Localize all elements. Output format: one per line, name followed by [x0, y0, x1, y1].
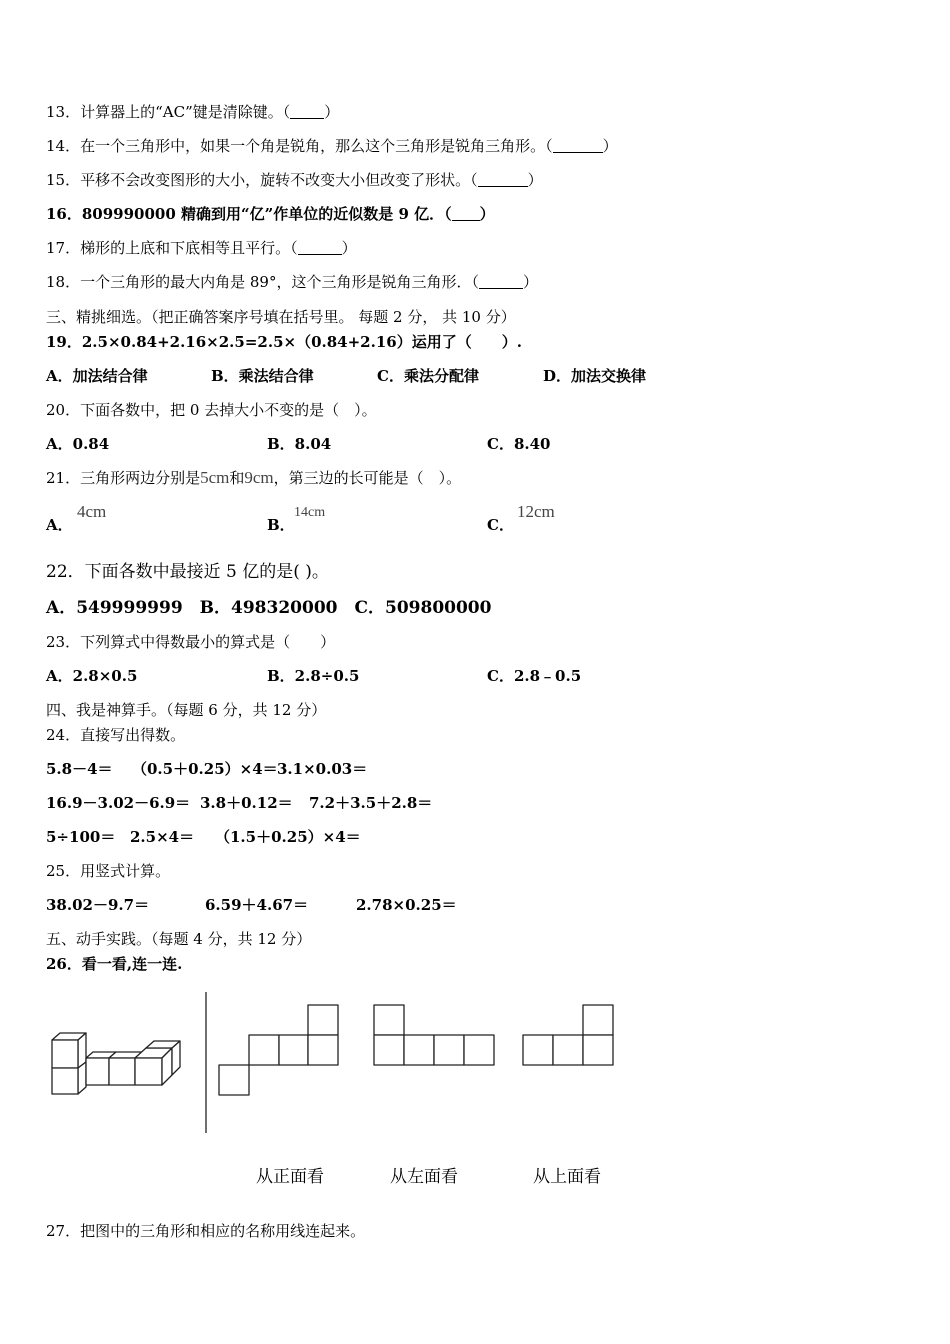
question-21-stem: 21．三角形两边分别是5cm和9cm，第三边的长可能是（ ）。: [46, 468, 462, 487]
q21-option-a-value: 4cm: [77, 502, 107, 521]
calc-item: 3.8＋0.12＝: [200, 794, 293, 812]
question-27-stem: 27．把图中的三角形和相应的名称用线连起来。: [46, 1222, 366, 1240]
view-shape-2[interactable]: [374, 1005, 494, 1065]
vertical-calc-item: 38.02－9.7＝: [46, 896, 150, 914]
q21-option-c-label[interactable]: C．: [487, 516, 514, 534]
q20-option-a[interactable]: A．0.84: [46, 435, 110, 453]
cube-stack-3d: [52, 1033, 180, 1094]
q19-option-d[interactable]: D．加法交换律: [543, 367, 647, 385]
view-shape-1[interactable]: [219, 1005, 338, 1095]
q21-option-b-label[interactable]: B．: [267, 516, 295, 534]
caption-left-view[interactable]: 从左面看: [390, 1167, 458, 1187]
vertical-calc-item: 6.59＋4.67＝: [205, 896, 309, 914]
caption-front-view[interactable]: 从正面看: [256, 1167, 324, 1187]
vertical-calc-item: 2.78×0.25＝: [356, 896, 457, 914]
caption-top-view[interactable]: 从上面看: [533, 1167, 601, 1187]
question-23-stem: 23．下列算式中得数最小的算式是（ ）: [46, 633, 336, 651]
q23-option-a[interactable]: A．2.8×0.5: [46, 667, 138, 685]
q23-option-b[interactable]: B．2.8÷0.5: [267, 667, 360, 685]
question-24-stem: 24．直接写出得数。: [46, 726, 186, 744]
q20-option-b[interactable]: B．8.04: [267, 435, 332, 453]
question-17: 17．梯形的上底和下底相等且平行。（ ）: [46, 239, 357, 257]
question-20-stem: 20．下面各数中，把 0 去掉大小不变的是（ ）。: [46, 401, 377, 419]
q21-option-b-value: 14cm: [294, 505, 326, 520]
question-14: 14．在一个三角形中，如果一个角是锐角，那么这个三角形是锐角三角形。（ ）: [46, 137, 618, 155]
q22-options[interactable]: A．549999999 B．498320000 C．509800000: [46, 598, 492, 618]
section-5-heading: 五、动手实践。（每题 4 分，共 12 分）: [46, 930, 312, 948]
calc-item: 5.8－4＝: [46, 760, 113, 778]
q19-option-a[interactable]: A．加法结合律: [46, 367, 148, 385]
calc-item: （1.5＋0.25）×4＝: [215, 828, 361, 846]
question-25-stem: 25．用竖式计算。: [46, 862, 171, 880]
question-22-stem: 22．下面各数中最接近 5 亿的是( )。: [46, 562, 329, 582]
section-3-heading: 三、精挑细选。（把正确答案序号填在括号里。 每题 2 分， 共 10 分）: [46, 308, 516, 326]
calc-item: 3.1×0.03＝: [277, 760, 368, 778]
q21-option-c-value: 12cm: [517, 502, 555, 521]
calc-item: （0.5＋0.25）×4＝: [132, 760, 278, 778]
q23-option-c[interactable]: C．2.8﹣0.5: [487, 667, 582, 685]
calc-item: 5÷100＝: [46, 828, 116, 846]
q21-option-a-label[interactable]: A．: [46, 516, 73, 534]
question-26-stem: 26．看一看,连一连.: [46, 955, 183, 973]
q19-option-c[interactable]: C．乘法分配律: [377, 367, 479, 385]
q19-option-b[interactable]: B．乘法结合律: [211, 367, 314, 385]
calc-item: 2.5×4＝: [130, 828, 195, 846]
question-19-stem: 19．2.5×0.84+2.16×2.5=2.5×（0.84+2.16）运用了（ ）.: [46, 333, 522, 351]
view-shape-3[interactable]: [523, 1005, 613, 1065]
calc-item: 7.2＋3.5＋2.8＝: [309, 794, 433, 812]
question-15: 15．平移不会改变图形的大小，旋转不改变大小但改变了形状。（ ）: [46, 171, 543, 189]
question-18: 18．一个三角形的最大内角是 89°，这个三角形是锐角三角形．（ ）: [46, 273, 538, 291]
q20-option-c[interactable]: C．8.40: [487, 435, 551, 453]
question-13: 13．计算器上的“AC”键是清除键。（ ）: [46, 103, 340, 121]
calc-item: 16.9－3.02－6.9＝: [46, 794, 191, 812]
question-16: 16．809990000 精确到用“亿”作单位的近似数是 9 亿．（ ）: [46, 205, 495, 223]
section-4-heading: 四、我是神算手。（每题 6 分，共 12 分）: [46, 701, 327, 719]
